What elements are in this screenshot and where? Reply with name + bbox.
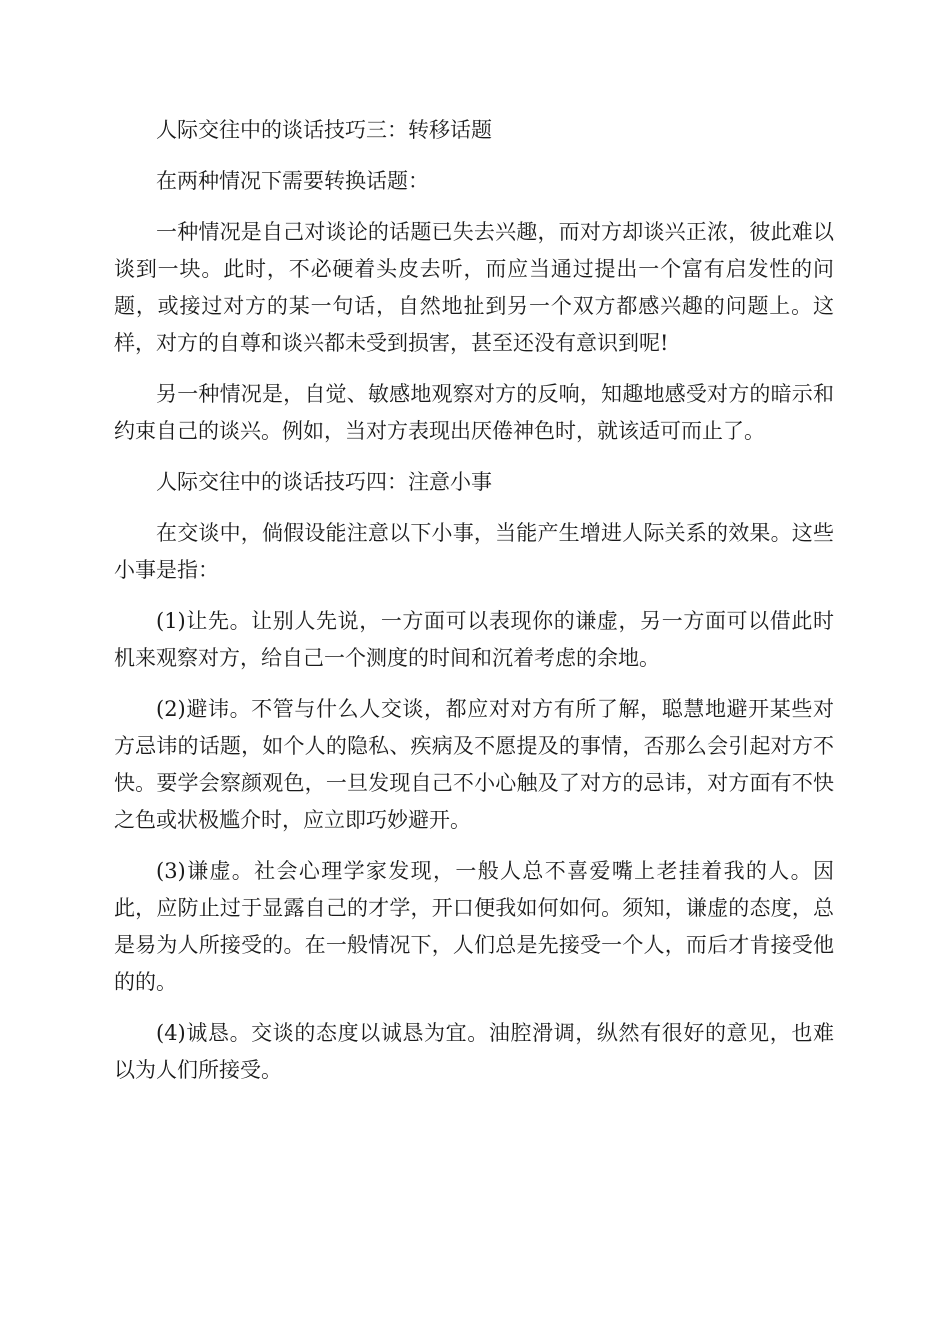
paragraph-case-one: 一种情况是自己对谈论的话题已失去兴趣，而对方却谈兴正浓，彼此难以谈到一块。此时，不必硬着头皮去听，而应当通过提出一个富有启发性的问题，或接过对方的某一句话，自然地扯到另一个双方都感兴趣的问题上。这样，对方的自尊和谈兴都未受到损害，甚至还没有意识到呢!	[114, 220, 834, 355]
paragraph-item-1: (1)让先。让别人先说，一方面可以表现你的谦虚，另一方面可以借此时机来观察对方，给自己一个测度的时间和沉着考虑的余地。	[114, 609, 834, 670]
document-page	[114, 112, 834, 1103]
heading-topic-shift: 人际交往中的谈话技巧三：转移话题	[156, 118, 492, 142]
paragraph-item-4: (4)诚恳。交谈的态度以诚恳为宜。油腔滑调，纵然有很好的意见，也难以为人们所接受。	[114, 1021, 834, 1082]
paragraph-intro: 在两种情况下需要转换话题：	[156, 169, 429, 193]
paragraph-item-2: (2)避讳。不管与什么人交谈，都应对对方有所了解，聪慧地避开某些对方忌讳的话题，如个人的隐私、疾病及不愿提及的事情，否那么会引起对方不快。要学会察颜观色，一旦发现自己不小心触及了对方的忌讳，对方面有不快之色或状极尴介时，应立即巧妙避开。	[114, 697, 834, 832]
paragraph-case-two: 另一种情况是，自觉、敏感地观察对方的反响，知趣地感受对方的暗示和约束自己的谈兴。例如，当对方表现出厌倦神色时，就该适可而止了。	[114, 382, 834, 443]
heading-small-things: 人际交往中的谈话技巧四：注意小事	[156, 470, 492, 494]
paragraph-item-3: (3)谦虚。社会心理学家发现，一般人总不喜爱嘴上老挂着我的人。因此，应防止过于显露自己的才学，开口便我如何如何。须知，谦虚的态度，总是易为人所接受的。在一般情况下，人们总是先接受一个人，而后才肯接受他的的。	[114, 859, 834, 994]
paragraph-small-things-intro: 在交谈中，倘假设能注意以下小事，当能产生增进人际关系的效果。这些小事是指：	[114, 521, 834, 582]
